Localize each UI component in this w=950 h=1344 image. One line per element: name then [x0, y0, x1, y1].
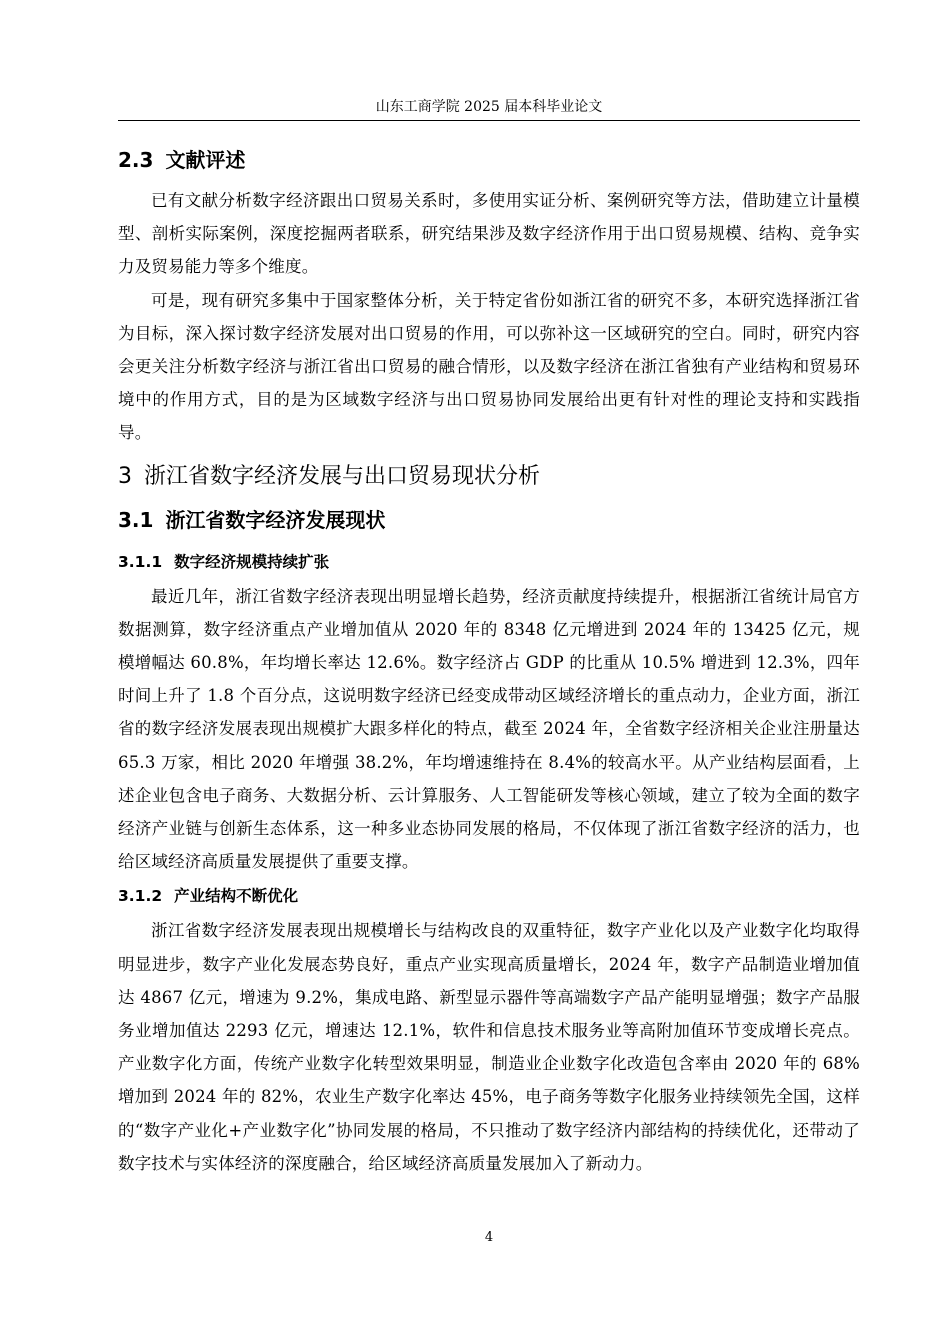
chapter-heading-3	[118, 454, 860, 500]
page-number: 4	[484, 1230, 494, 1245]
paragraph: 已有文献分析数字经济跟出口贸易关系时，多使用实证分析、案例研究等方法，借助建立计量模型、剖析实际案例，深度挖掘两者联系，研究结果涉及数字经济作用于出口贸易规模、结构、竞争实力及贸易能力等多个维度。	[118, 191, 860, 277]
subsection-heading-3-1-1	[118, 544, 860, 580]
page-content	[118, 140, 860, 1180]
section-title: 文献评述	[165, 148, 246, 172]
subsection-heading-3-1-2	[118, 878, 860, 914]
paragraph: 最近几年，浙江省数字经济表现出明显增长趋势，经济贡献度持续提升，根据浙江省统计局官方数据测算，数字经济重点产业增加值从 2020 年的 8348 亿元增进到 2024 年的 13425 亿元，规模增幅达 60.8%，年均增长率达 12.6%。数字经济占 GDP 的比重从 10.5% 增进到 12.3%，四年时间上升了 1.8 个百分点，这说明数字经济已经变成带动区域经济增长的重点动力，企业方面，浙江省的数字经济发展表现出规模扩大跟多样化的特点，截至 2024 年，全省数字经济相关企业注册量达 65.3 万家，相比 2020 年增强 38.2%，年均增速维持在 8.4%的较高水平。从产业结构层面看，上述企业包含电子商务、大数据分析、云计算服务、人工智能研发等核心领域，建立了较为全面的数字经济产业链与创新生态体系，这一种多业态协同发展的格局，不仅体现了浙江省数字经济的活力，也给区域经济高质量发展提供了重要支撑。	[118, 586, 860, 872]
subsection-number: 3.1.2	[118, 887, 163, 906]
section-heading-3-1	[118, 500, 860, 540]
subsection-title: 数字经济规模持续扩张	[174, 552, 330, 571]
subsection-number: 3.1.1	[118, 552, 163, 571]
paragraph: 浙江省数字经济发展表现出规模增长与结构改良的双重特征，数字产业化以及产业数字化均取得明显进步，数字产业化发展态势良好，重点产业实现高质量增长，2024 年，数字产品制造业增加值达 4867 亿元，增速为 9.2%，集成电路、新型显示器件等高端数字产品产能明显增强；数字产品服务业增加值达 2293 亿元，增速达 12.1%，软件和信息技术服务业等高附加值环节变成增长亮点。产业数字化方面，传统产业数字化转型效果明显，制造业企业数字化改造包含率由 2020 年的 68%增加到 2024 年的 82%，农业生产数字化率达 45%，电子商务等数字化服务业持续领先全国，这样的“数字产业化+产业数字化”协同发展的格局，不只推动了数字经济内部结构的持续优化，还带动了数字技术与实体经济的深度融合，给区域经济高质量发展加入了新动力。	[118, 921, 860, 1173]
subsection-title: 产业结构不断优化	[174, 887, 299, 906]
section-number: 2.3	[118, 148, 154, 172]
section-title: 浙江省数字经济发展现状	[165, 507, 386, 532]
section-number: 3.1	[118, 507, 154, 532]
running-header: 山东工商学院 2025 届本科毕业论文	[375, 99, 603, 115]
header-rule	[118, 120, 860, 121]
chapter-title: 浙江省数字经济发展与出口贸易现状分析	[144, 463, 541, 489]
section-heading-2-3	[118, 140, 860, 180]
paragraph: 可是，现有研究多集中于国家整体分析，关于特定省份如浙江省的研究不多，本研究选择浙江省为目标，深入探讨数字经济发展对出口贸易的作用，可以弥补这一区域研究的空白。同时，研究内容会更关注分析数字经济与浙江省出口贸易的融合情形，以及数字经济在浙江省独有产业结构和贸易环境中的作用方式，目的是为区域数字经济与出口贸易协同发展给出更有针对性的理论支持和实践指导。	[118, 290, 860, 443]
chapter-number: 3	[118, 463, 132, 489]
